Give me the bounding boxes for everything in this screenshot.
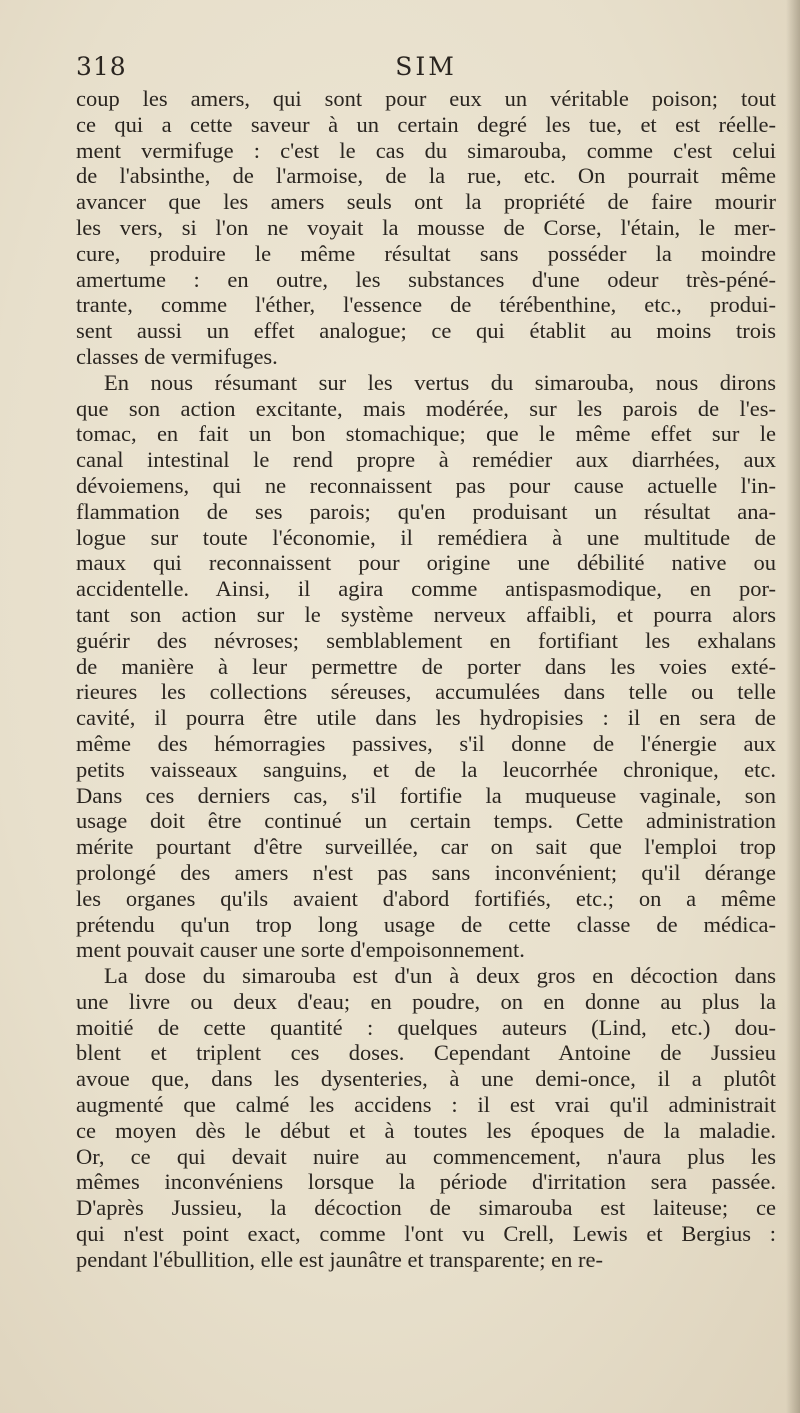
text-line: tant son action sur le système nerveux affaibli, et pourra alors	[76, 601, 776, 627]
text-line: classes de vermifuges.	[76, 343, 278, 369]
text-line: coup les amers, qui sont pour eux un véritable poison; tout	[76, 86, 776, 111]
text-line: ce qui a cette saveur à un certain degré les tue, et est réelle-	[76, 111, 776, 137]
text-line: rieures les collections séreuses, accumulées dans telle ou telle	[76, 679, 776, 705]
text-line: petits vaisseaux sanguins, et de la leucorrhée chronique, etc.	[76, 756, 776, 782]
text-line: mérite pourtant d'être surveillée, car on sait que l'emploi trop	[76, 834, 776, 860]
text-line: de l'absinthe, de l'armoise, de la rue, etc. On pourrait même	[76, 163, 776, 189]
text-line: guérir des névroses; semblablement en fortifiant les exhalans	[76, 627, 776, 653]
page-header	[76, 52, 776, 86]
text-line: flammation de ses parois; qu'en produisant un résultat ana-	[76, 498, 776, 524]
page-number: 318	[76, 52, 127, 81]
text-line: Or, ce qui devait nuire au commencement, n'aura plus les	[76, 1143, 776, 1169]
text-line: blent et triplent ces doses. Cependant Antoine de Jussieu	[76, 1040, 776, 1066]
text-line: une livre ou deux d'eau; en poudre, on en donne au plus la	[76, 988, 776, 1014]
text-line: prétendu qu'un trop long usage de cette classe de médica-	[76, 911, 776, 937]
text-line: La dose du simarouba est d'un à deux gros en décoction dans	[104, 963, 776, 989]
paragraph	[76, 370, 776, 963]
text-line: usage doit être continué un certain temps. Cette administration	[76, 808, 776, 834]
text-line: que son action excitante, mais modérée, sur les parois de l'es-	[76, 395, 776, 421]
paragraph	[76, 963, 776, 1273]
text-line: ment vermifuge : c'est le cas du simarouba, comme c'est celui	[76, 137, 776, 163]
text-line: D'après Jussieu, la décoction de simarouba est laiteuse; ce	[76, 1195, 776, 1221]
text-line: maux qui reconnaissent pour origine une débilité native ou	[76, 550, 776, 576]
text-line: amertume : en outre, les substances d'une odeur très-péné-	[76, 266, 776, 292]
text-line: prolongé des amers n'est pas sans inconvénient; qu'il dérange	[76, 859, 776, 885]
page-edge-shadow	[786, 0, 800, 1413]
text-line: logue sur toute l'économie, il remédiera à une multitude de	[76, 524, 776, 550]
text-line: les vers, si l'on ne voyait la mousse de Corse, l'étain, le mer-	[76, 214, 776, 240]
text-line: ment pouvait causer une sorte d'empoisonnement.	[76, 937, 525, 963]
running-head: SIM	[395, 52, 457, 81]
body-text	[76, 86, 776, 1273]
text-line: qui n'est point exact, comme l'ont vu Crell, Lewis et Bergius :	[76, 1221, 776, 1247]
text-line: augmenté que calmé les accidens : il est vrai qu'il administrait	[76, 1092, 776, 1118]
text-line: accidentelle. Ainsi, il agira comme antispasmodique, en por-	[76, 576, 776, 602]
text-line: même des hémorragies passives, s'il donne de l'énergie aux	[76, 730, 776, 756]
text-line: avancer que les amers seuls ont la propriété de faire mourir	[76, 189, 776, 215]
text-line: cure, produire le même résultat sans posséder la moindre	[76, 240, 776, 266]
text-line: Dans ces derniers cas, s'il fortifie la muqueuse vaginale, son	[76, 782, 776, 808]
paragraph	[76, 86, 776, 370]
text-line: moitié de cette quantité : quelques auteurs (Lind, etc.) dou-	[76, 1014, 776, 1040]
text-line: cavité, il pourra être utile dans les hydropisies : il en sera de	[76, 705, 776, 731]
text-line: canal intestinal le rend propre à remédier aux diarrhées, aux	[76, 447, 776, 473]
text-line: trante, comme l'éther, l'essence de térébenthine, etc., produi-	[76, 292, 776, 318]
text-line: de manière à leur permettre de porter dans les voies exté-	[76, 653, 776, 679]
text-line: ce moyen dès le début et à toutes les époques de la maladie.	[76, 1117, 776, 1143]
text-line: tomac, en fait un bon stomachique; que le même effet sur le	[76, 421, 776, 447]
text-line: mêmes inconvéniens lorsque la période d'irritation sera passée.	[76, 1169, 776, 1195]
text-line: sent aussi un effet analogue; ce qui établit au moins trois	[76, 318, 776, 344]
text-line: pendant l'ébullition, elle est jaunâtre et transparente; en re-	[76, 1246, 603, 1272]
text-line: avoue que, dans les dysenteries, à une demi-once, il a plutôt	[76, 1066, 776, 1092]
text-line: dévoiemens, qui ne reconnaissent pas pour cause actuelle l'in-	[76, 472, 776, 498]
text-line: En nous résumant sur les vertus du simarouba, nous dirons	[104, 369, 776, 395]
text-line: les organes qu'ils avaient d'abord fortifiés, etc.; on a même	[76, 885, 776, 911]
